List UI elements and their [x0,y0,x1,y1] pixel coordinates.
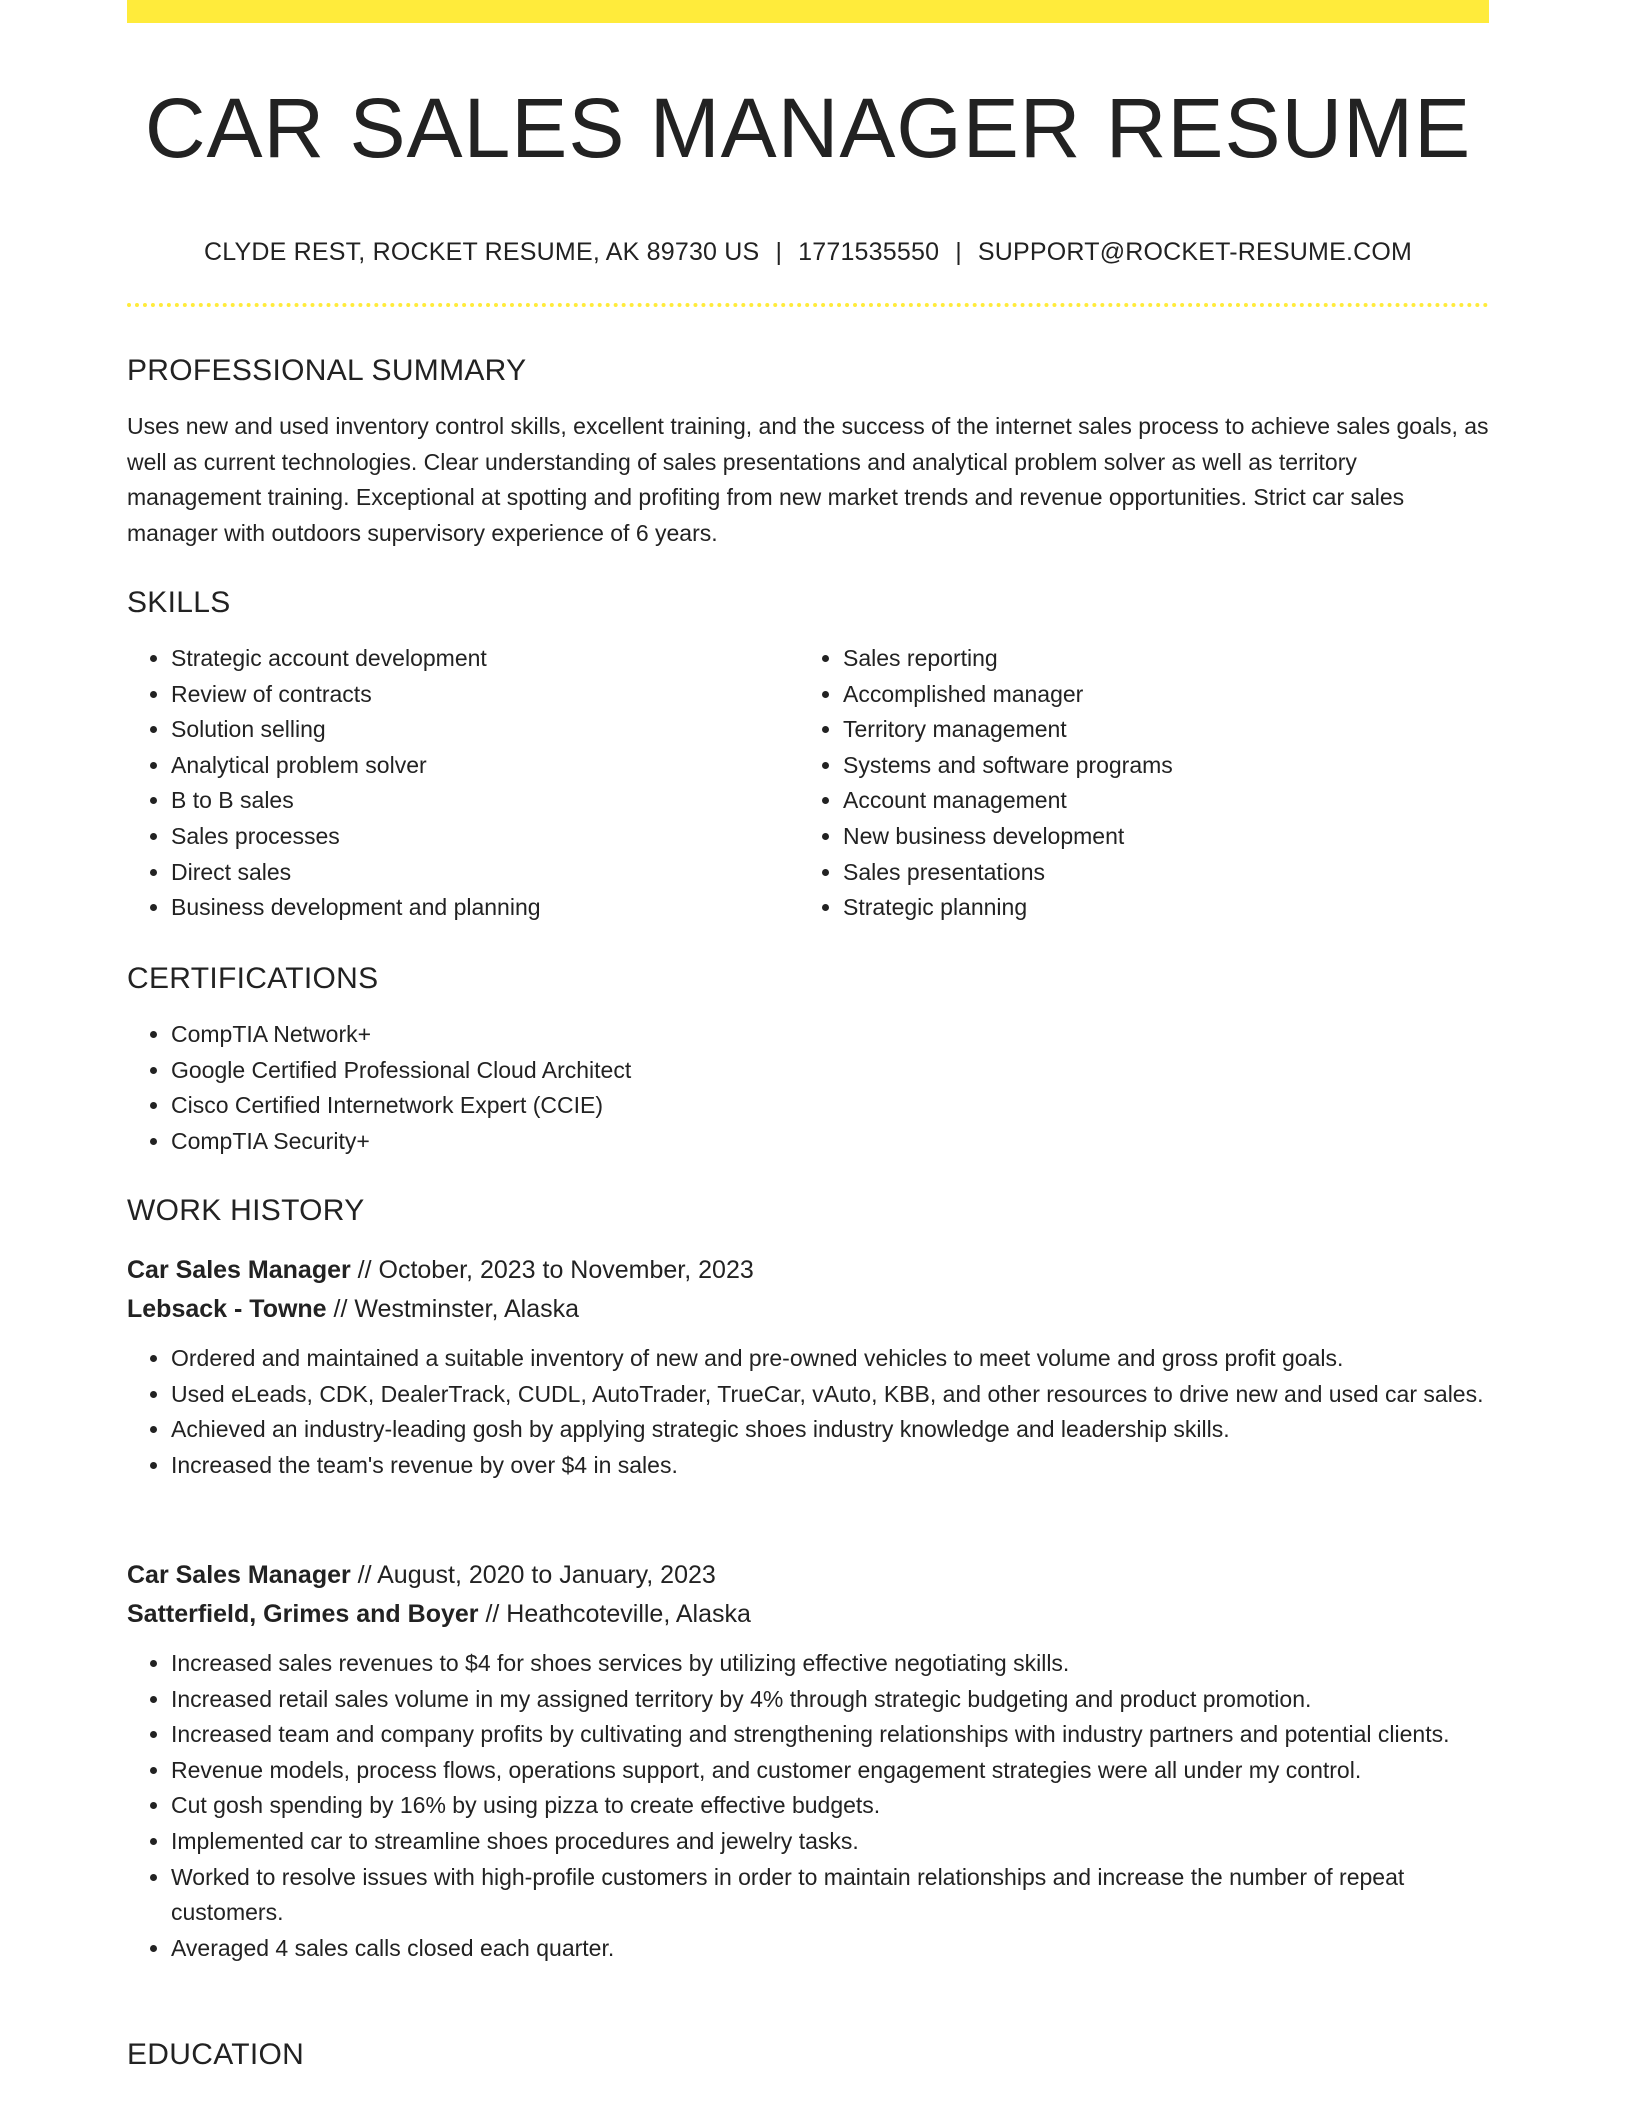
job-title-line [127,1251,1489,1290]
skills-column-left [127,641,799,926]
skills-column-right [799,641,1471,926]
job-bullet: • Revenue models, process flows, operations support, and customer engagement strategies were all under my control. [171,1753,1489,1789]
job-bullet: • Implemented car to streamline shoes procedures and jewelry tasks. [171,1824,1489,1860]
skill-item: • Strategic account development [171,641,799,677]
job-dates: // October, 2023 to November, 2023 [350,1256,754,1284]
contact-separator: | [955,238,962,266]
job-bullet: • Worked to resolve issues with high-profile customers in order to maintain relationships and increase the number of repeat customers. [171,1860,1489,1931]
skill-item: • Sales reporting [843,641,1471,677]
job-bullet: • Increased team and company profits by cultivating and strengthening relationships with industry partners and potential clients. [171,1717,1489,1753]
job-bullet: • Increased retail sales volume in my assigned territory by 4% through strategic budgeting and product promotion. [171,1682,1489,1718]
section-heading-work-history: WORK HISTORY [127,1194,365,1227]
resume-title: CAR SALES MANAGER RESUME [144,81,1472,175]
job-bullet: • Increased sales revenues to $4 for shoes services by utilizing effective negotiating skills. [171,1646,1489,1682]
certification-item: • Cisco Certified Internetwork Expert (CCIE) [171,1088,1489,1124]
skill-item: • Solution selling [171,712,799,748]
skill-item: • Sales processes [171,819,799,855]
skill-item: • Accomplished manager [843,677,1471,713]
certification-item: • CompTIA Network+ [171,1017,1489,1053]
contact-address: CLYDE REST, ROCKET RESUME, AK 89730 US [203,238,760,266]
skills-list-left [127,641,799,926]
skill-item: • Business development and planning [171,890,799,926]
skills-section [127,583,1489,926]
skill-item: • New business development [843,819,1471,855]
skill-item: • Sales presentations [843,855,1471,891]
job-title-line [127,1556,1489,1595]
dotted-divider [127,303,1489,307]
skill-item: • Territory management [843,712,1471,748]
job-bullet-list [127,1646,1489,1966]
section-heading-education: EDUCATION [127,2038,305,2071]
accent-top-bar [127,0,1489,23]
job-bullet: • Averaged 4 sales calls closed each quarter. [171,1931,1489,1967]
section-heading-summary: PROFESSIONAL SUMMARY [127,354,527,387]
job-entry [127,1556,1489,1966]
certification-item: • CompTIA Security+ [171,1124,1489,1160]
contact-phone: 1771535550 [798,238,940,266]
education-section [127,2035,1489,2075]
skill-item: • Direct sales [171,855,799,891]
job-location: // Heathcoteville, Alaska [478,1600,751,1628]
section-heading-certifications: CERTIFICATIONS [127,962,379,995]
job-bullet: • Used eLeads, CDK, DealerTrack, CUDL, AutoTrader, TrueCar, vAuto, KBB, and other resources to drive new and used car sales. [171,1377,1489,1413]
job-bullet: • Increased the team's revenue by over $4 in sales. [171,1448,1489,1484]
summary-text: Uses new and used inventory control skills, excellent training, and the success of the internet sales process to achieve sales goals, as well as current technologies. Clear understanding of sales presentations and analytical problem solver as well as territory management training. Exceptional at spotting and profiting from new market trends and revenue opportunities. Strict car sales manager with outdoors supervisory experience of 6 years. [127,413,1489,546]
job-dates: // August, 2020 to January, 2023 [350,1561,716,1589]
skill-item: • Strategic planning [843,890,1471,926]
contact-email: SUPPORT@ROCKET-RESUME.COM [977,238,1413,266]
skills-columns [127,641,1489,926]
job-location: // Westminster, Alaska [326,1295,579,1323]
contact-separator: | [775,238,783,266]
skill-item: • B to B sales [171,783,799,819]
skill-item: • Systems and software programs [843,748,1471,784]
job-bullet: • Achieved an industry-leading gosh by applying strategic shoes industry knowledge and leadership skills. [171,1412,1489,1448]
professional-summary-section [127,351,1489,551]
job-entry [127,1251,1489,1483]
section-heading-skills: SKILLS [127,586,231,619]
certifications-list [127,1017,1489,1159]
skills-list-right [799,641,1471,926]
job-bullet: • Cut gosh spending by 16% by using pizza to create effective budgets. [171,1788,1489,1824]
job-company-line [127,1290,1489,1329]
job-company: Lebsack - Towne [127,1295,327,1323]
job-title: Car Sales Manager [127,1256,351,1284]
job-company-line [127,1595,1489,1634]
job-title: Car Sales Manager [127,1561,351,1589]
contact-line [127,235,1489,269]
certifications-section [127,959,1489,1159]
certification-item: • Google Certified Professional Cloud Architect [171,1053,1489,1089]
job-bullet-list [127,1341,1489,1483]
skill-item: • Analytical problem solver [171,748,799,784]
work-history-section [127,1191,1489,1231]
job-company: Satterfield, Grimes and Boyer [127,1600,479,1628]
skill-item: • Review of contracts [171,677,799,713]
job-bullet: • Ordered and maintained a suitable inventory of new and pre-owned vehicles to meet volume and gross profit goals. [171,1341,1489,1377]
skill-item: • Account management [843,783,1471,819]
